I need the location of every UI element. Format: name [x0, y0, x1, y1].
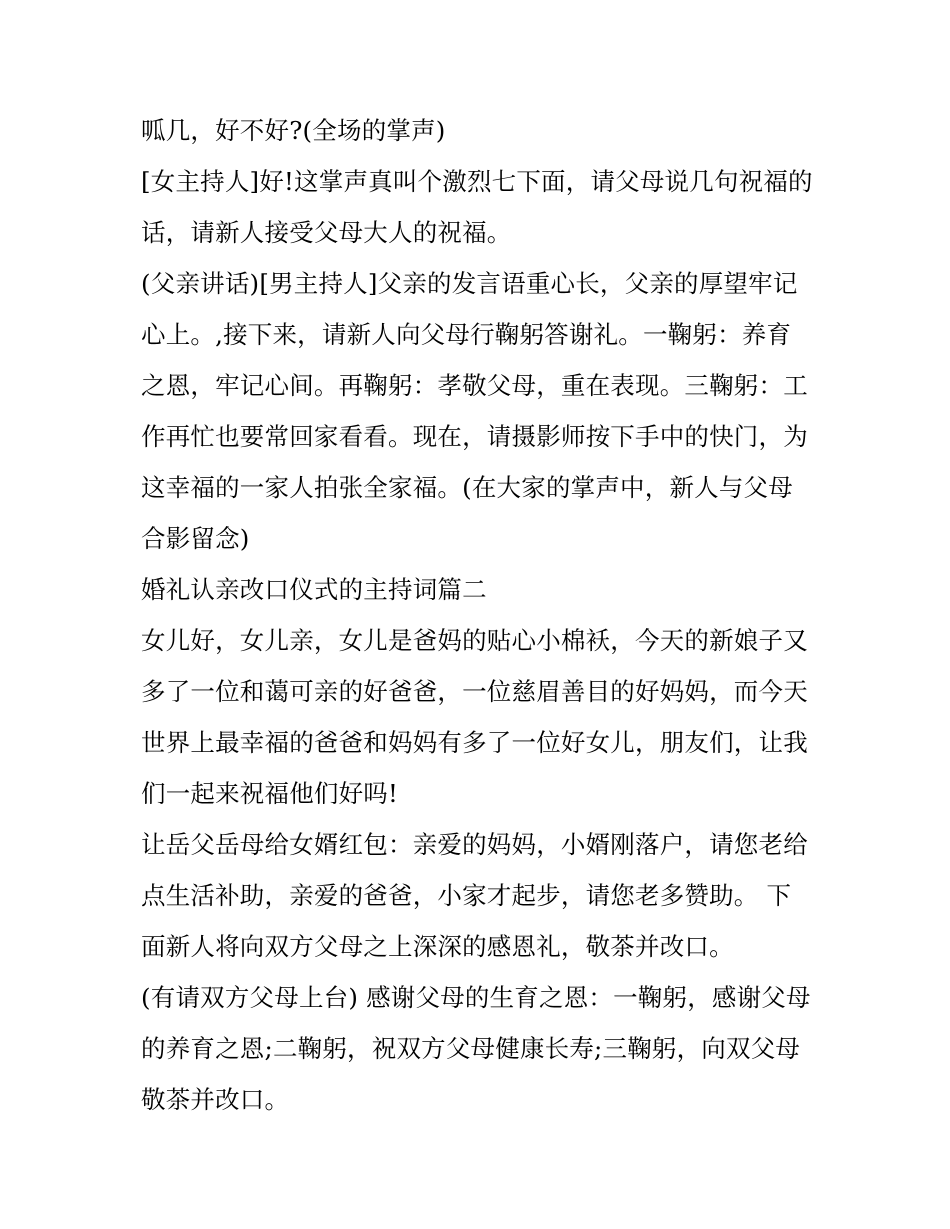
paragraph: 让岳父岳母给女婿红包：亲爱的妈妈，小婿刚落户，请您老给点生活补助，亲爱的爸爸，小家才起步，请您老多赞助。 下面新人将向双方父母之上深深的感恩礼，敬茶并改口。 [141, 830, 808, 961]
document-body [141, 105, 813, 1125]
section-heading: 婚礼认亲改口仪式的主持词篇二 [141, 575, 487, 604]
paragraph: [女主持人]好!这掌声真叫个激烈七下面，请父母说几句祝福的话，请新人接受父母大人的祝福。 [141, 167, 813, 247]
paragraph: (有请双方父母上台) 感谢父母的生育之恩：一鞠躬，感谢父母的养育之恩;二鞠躬，祝双方父母健康长寿;三鞠躬，向双父母敬茶并改口。 [141, 983, 811, 1114]
paragraph: (父亲讲话)[男主持人]父亲的发言语重心长，父亲的厚望牢记心上。,接下来，请新人向父母行鞠躬答谢礼。一鞠躬：养育之恩，牢记心间。再鞠躬：孝敬父母，重在表现。三鞠躬：工作再忙也要常回家看看。现在，请摄影师按下手中的快门，为这幸福的一家人拍张全家福。(在大家的掌声中，新人与父母合影留念) [141, 269, 808, 553]
paragraph: 呱几，好不好?(全场的掌声) [141, 116, 446, 145]
paragraph: 女儿好，女儿亲，女儿是爸妈的贴心小棉袄，今天的新娘子又多了一位和蔼可亲的好爸爸，一位慈眉善目的好妈妈，而今天世界上最幸福的爸爸和妈妈有多了一位好女儿，朋友们，让我们一起来祝福他们好吗! [141, 626, 808, 808]
